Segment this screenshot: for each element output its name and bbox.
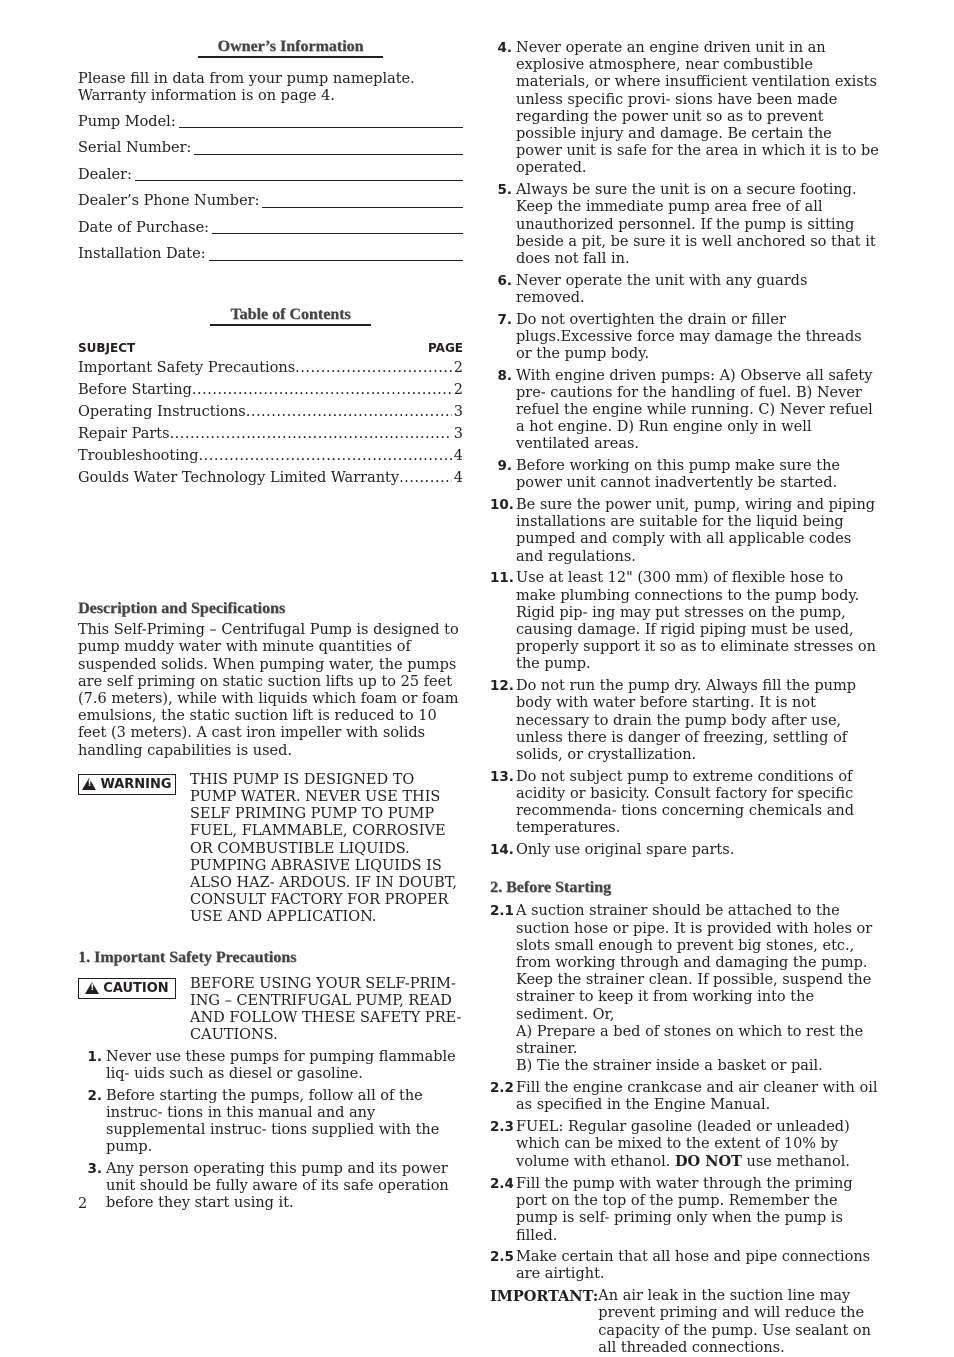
- toc-leader: [170, 426, 452, 443]
- item-number: 14.: [490, 841, 514, 858]
- dealer-phone-field[interactable]: [78, 184, 463, 211]
- item-number: 4.: [497, 40, 512, 56]
- owners-intro-line: Please fill in data from your pump nameplate.: [78, 71, 415, 88]
- purchase-date-field[interactable]: [78, 211, 463, 238]
- warning-triangle-icon: [85, 982, 99, 994]
- list-item: [490, 182, 880, 268]
- owners-heading: Owner’s Information: [78, 38, 463, 58]
- page-number: 2: [78, 1196, 88, 1212]
- item-text: Use at least 12" (300 mm) of flexible hose to make plumbing connections to the pump body. Rigid pip- ing may put stresses on the pump, causing damage. If rigid piping must be used, properly support it so as to eliminate stresses on the pump.: [516, 570, 876, 673]
- item-number: 2.2: [490, 1079, 514, 1096]
- item-number: 9.: [497, 458, 512, 475]
- item-text: Never operate an engine driven unit in an explosive atmosphere, near combustible materials, or where insufficient ventilation exists unless specific provi- sions have been made regarding the power unit so as to prevent possible injury and damage. Be certain the power unit is safe for the area in which it is to be operated.: [516, 40, 879, 177]
- toc-row[interactable]: [78, 380, 463, 402]
- list-item: [490, 1080, 880, 1114]
- fill-line[interactable]: [135, 180, 463, 181]
- field-label: Pump Model:: [78, 113, 176, 130]
- item-text: Only use original spare parts.: [516, 841, 735, 858]
- list-item: [490, 842, 880, 859]
- toc-title: Before Starting: [78, 382, 192, 399]
- list-item: [490, 368, 880, 454]
- field-label: Dealer:: [78, 166, 132, 183]
- important-label: IMPORTANT:: [490, 1288, 599, 1306]
- toc-page: 4: [453, 448, 463, 465]
- item-number: 5.: [497, 182, 512, 199]
- important-note: [490, 1288, 880, 1357]
- before-starting-heading: 2. Before Starting: [490, 879, 612, 897]
- toc-leader: [295, 360, 452, 377]
- description-heading: Description and Specifications: [78, 600, 286, 618]
- field-label: Dealer’s Phone Number:: [78, 193, 260, 210]
- field-label: Serial Number:: [78, 140, 192, 157]
- toc-row[interactable]: [78, 402, 463, 424]
- toc-row[interactable]: [78, 446, 463, 468]
- right-column: [490, 40, 880, 1357]
- item-text: Fill the pump with water through the priming port on the top of the pump. Remember the pump is self- priming only when the pump is filled.: [516, 1175, 853, 1244]
- toc-title: Goulds Water Technology Limited Warranty: [78, 470, 400, 487]
- item-text: Before working on this pump make sure the power unit cannot inadvertently be started.: [516, 458, 840, 492]
- toc-heading: Table of Contents: [78, 306, 463, 326]
- list-item: [490, 1249, 880, 1283]
- item-body: A suction strainer should be attached to the suction hose or pipe. It is provided with holes or slots small enough to prevent big stones, etc., from working through and damaging the pump. Keep the strainer clean. If possible, suspend the strainer to keep it from working into the sediment. Or,: [516, 903, 873, 1023]
- fill-line[interactable]: [212, 233, 463, 234]
- warning-label: WARNING: [100, 776, 172, 792]
- list-item: [490, 678, 880, 764]
- owners-intro-line: Warranty information is on page 4.: [78, 88, 335, 105]
- item-text: [516, 1119, 880, 1172]
- list-item: [78, 1088, 463, 1157]
- emphasis: DO NOT: [674, 1153, 742, 1171]
- list-item: [490, 458, 880, 492]
- toc-leader: [399, 470, 452, 487]
- pump-model-field[interactable]: [78, 105, 463, 132]
- caution-label: CAUTION: [103, 980, 169, 996]
- toc-page: 2: [453, 360, 463, 377]
- caution-text: BEFORE USING YOUR SELF-PRIM- ING – CENTRIFUGAL PUMP, READ AND FOLLOW THESE SAFETY PRE- CAUTIONS.: [190, 975, 462, 1044]
- item-text: Any person operating this pump and its power unit should be fully aware of its safe operation before they start using it.: [106, 1160, 449, 1212]
- serial-number-field[interactable]: [78, 131, 463, 158]
- safety-list-right: [490, 40, 880, 859]
- list-item: [490, 570, 880, 673]
- toc-page: 2: [453, 382, 463, 399]
- fill-line[interactable]: [262, 207, 463, 208]
- toc-leader: [246, 404, 452, 421]
- list-item: [490, 273, 880, 307]
- toc-page-header: PAGE: [427, 340, 463, 355]
- item-body: FUEL: Regular gasoline (leaded or unleaded) which can be mixed to the extent of 10% by volume with ethanol.: [516, 1118, 850, 1171]
- toc-title: Troubleshooting: [78, 448, 199, 465]
- caution-badge: [78, 978, 176, 999]
- toc-page: 3: [453, 426, 463, 443]
- list-item: [490, 497, 880, 566]
- item-text: Never operate the unit with any guards removed.: [516, 272, 808, 306]
- fill-line[interactable]: [179, 127, 463, 128]
- item-number: 8.: [497, 367, 512, 384]
- item-text: [516, 903, 880, 1075]
- toc-list: [78, 358, 463, 490]
- toc-page: 3: [453, 404, 463, 421]
- list-item: [490, 1119, 880, 1172]
- toc-row[interactable]: [78, 468, 463, 490]
- item-number: 12.: [490, 678, 514, 695]
- warning-notice: [78, 772, 463, 927]
- option-a: A) Prepare a bed of stones on which to rest the strainer.: [516, 1023, 864, 1057]
- list-item: [78, 1049, 463, 1083]
- item-number: 6.: [497, 272, 512, 289]
- toc-title: Repair Parts: [78, 426, 170, 443]
- item-number: 13.: [490, 768, 514, 785]
- owners-intro: [78, 71, 463, 105]
- list-item: [490, 1176, 880, 1245]
- item-text: Before starting the pumps, follow all of the instruc- tions in this manual and any supplemental instruc- tions supplied with the pump.: [106, 1087, 440, 1156]
- item-number: 7.: [497, 311, 512, 328]
- warning-badge: [78, 774, 176, 795]
- important-text: An air leak in the suction line may prevent priming and will reduce the capacity of the pump. Use sealant on all threaded connections.: [598, 1288, 871, 1356]
- item-number: 2.1: [490, 903, 514, 920]
- toc-row[interactable]: [78, 358, 463, 380]
- item-text: Always be sure the unit is on a secure footing. Keep the immediate pump area free of all unauthorized personnel. If the pump is sitting beside a pit, be sure it is well anchored so that it does not fall in.: [516, 182, 876, 267]
- option-b: B) Tie the strainer inside a basket or pail.: [516, 1058, 823, 1075]
- toc-leader: [199, 448, 452, 465]
- toc-row[interactable]: [78, 424, 463, 446]
- left-column: [78, 38, 463, 1217]
- dealer-field[interactable]: [78, 158, 463, 185]
- item-body: use methanol.: [746, 1154, 850, 1171]
- item-text: Fill the engine crankcase and air cleaner with oil as specified in the Engine Manual.: [516, 1079, 878, 1114]
- toc-column-headers: [78, 340, 463, 357]
- item-text: With engine driven pumps: A) Observe all safety pre- cautions for the handling of fuel. B) Never refuel the engine while running. C) Never refuel a hot engine. D) Run engine only in well ventilated areas.: [516, 367, 873, 453]
- item-text: Make certain that all hose and pipe connections are airtight.: [516, 1249, 871, 1283]
- toc-title: Important Safety Precautions: [78, 360, 296, 377]
- item-text: Never use these pumps for pumping flammable liq- uids such as diesel or gasoline.: [106, 1048, 456, 1082]
- item-text: Be sure the power unit, pump, wiring and piping installations are suitable for the liquid being pumped and comply with all applicable codes and regulations.: [516, 497, 876, 565]
- installation-date-field[interactable]: [78, 237, 463, 264]
- safety-list-left: [78, 1049, 463, 1213]
- item-number: 2.: [87, 1087, 102, 1104]
- item-number: 3.: [87, 1160, 102, 1177]
- list-item: [490, 312, 880, 364]
- toc-subject-header: SUBJECT: [78, 340, 136, 355]
- item-text: Do not subject pump to extreme conditions of acidity or basicity. Consult factory for specific recommenda- tions concerning chemicals and temperatures.: [516, 768, 854, 837]
- warning-triangle-icon: [82, 778, 96, 790]
- item-text: Do not overtighten the drain or filler plugs.Excessive force may damage the threads or the pump body.: [516, 311, 862, 362]
- item-number: 2.5: [490, 1249, 514, 1266]
- list-item: [78, 1161, 463, 1213]
- fill-line[interactable]: [194, 154, 463, 155]
- item-number: 1.: [87, 1048, 102, 1065]
- warning-text: THIS PUMP IS DESIGNED TO PUMP WATER. NEVER USE THIS SELF PRIMING PUMP TO PUMP FUEL, FLAMMABLE, CORROSIVE OR COMBUSTIBLE LIQUIDS. PUMPING ABRASIVE LIQUIDS IS ALSO HAZ- ARDOUS. IF IN DOUBT, CONSULT FACTORY FOR PROPER USE AND APPLICATION.: [190, 771, 457, 926]
- toc-page: 4: [453, 470, 463, 487]
- item-number: 11.: [490, 570, 514, 587]
- fill-line[interactable]: [209, 260, 463, 261]
- description-body: This Self-Priming – Centrifugal Pump is designed to pump muddy water with minute quantities of suspended solids. When pumping water, the pumps are self priming on static suction lifts up to 25 feet (7.6 meters), while with liquids which foam or foam emulsions, the static suction lift is reduced to 10 feet (3 meters). A cast iron impeller with solids handling capabilities is used.: [78, 622, 459, 759]
- item-number: 2.3: [490, 1118, 514, 1135]
- item-number: 10.: [490, 497, 514, 514]
- toc-leader: [192, 382, 452, 399]
- field-label: Date of Purchase:: [78, 219, 210, 236]
- owners-form: [78, 105, 463, 264]
- caution-notice: [78, 976, 463, 1045]
- safety-heading: 1. Important Safety Precautions: [78, 948, 297, 966]
- list-item: [490, 903, 880, 1075]
- field-label: Installation Date:: [78, 246, 206, 263]
- list-item: [490, 769, 880, 838]
- toc-title: Operating Instructions: [78, 404, 246, 421]
- item-number: 2.4: [490, 1175, 514, 1192]
- item-text: Do not run the pump dry. Always fill the pump body with water before starting. It is not necessary to drain the pump body after use, unless there is danger of freezing, settling of solids, or crystallization.: [516, 678, 856, 763]
- before-starting-list: [490, 903, 880, 1357]
- list-item: [490, 40, 880, 178]
